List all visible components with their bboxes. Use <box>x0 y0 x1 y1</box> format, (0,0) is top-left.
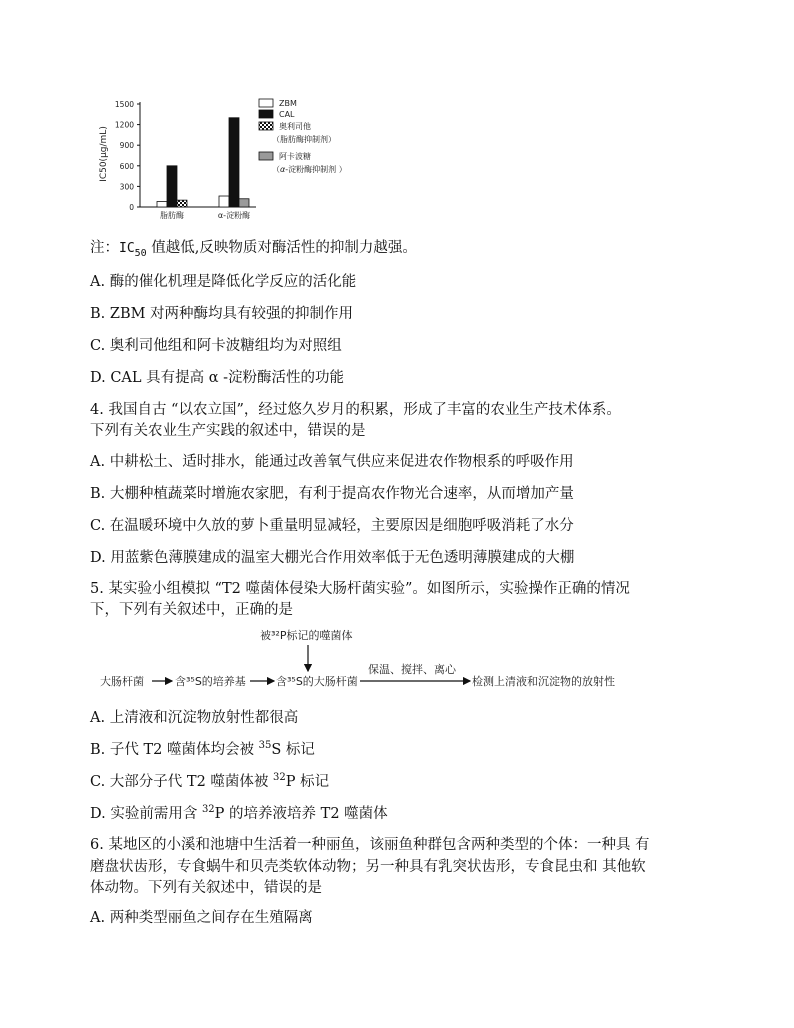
ic50-bar-chart <box>96 94 366 224</box>
q3-option-a: A. 酶的催化机理是降低化学反应的活化能 <box>90 274 357 290</box>
legend-label-cal: CAL <box>279 110 295 119</box>
q5-stem-line1: 5. 某实验小组模拟 “T2 噬菌体侵染大肠杆菌实验”。如图所示，实验操作正确的情况 <box>90 581 630 597</box>
x-category-label: α-淀粉酶 <box>217 211 251 220</box>
flow-operation-label: 保温、搅拌、离心 <box>368 663 456 676</box>
q4-option-a: A. 中耕松土、适时排水，能通过改善氧气供应来促进农作物根系的呼吸作用 <box>90 454 574 470</box>
bar-1-2 <box>239 199 249 207</box>
q4-option-b: B. 大棚种植蔬菜时增施农家肥，有利于提高农作物光合速率，从而增加产量 <box>90 486 574 502</box>
bar-1-0 <box>219 196 229 207</box>
q4-option-d: D. 用蓝紫色薄膜建成的温室大棚光合作用效率低于无色透明薄膜建成的大棚 <box>90 550 575 566</box>
bar-0-0 <box>157 202 167 207</box>
flow-step-labeled-ecoli: 含³⁵S的大肠杆菌 <box>276 675 358 688</box>
y-axis-label: IC50(μg/mL) <box>99 126 109 182</box>
legend-swatch-cal <box>259 110 273 118</box>
bar-0-2 <box>177 200 187 207</box>
flow-step-medium: 含³⁵S的培养基 <box>175 675 246 688</box>
flow-step-detect: 检测上清液和沉淀物的放射性 <box>472 675 615 688</box>
q5-option-b: B. 子代 T2 噬菌体均会被 $^{35}$S 标记 <box>90 740 315 758</box>
legend-swatch-acarbose <box>259 152 273 160</box>
legend-swatch-zbm <box>259 99 273 107</box>
bar-0-1 <box>167 166 177 207</box>
bar-1-1 <box>229 118 239 207</box>
experiment-flow-diagram <box>90 627 650 693</box>
q4-stem-line2: 下列有关农业生产实践的叙述中，错误的是 <box>90 423 366 439</box>
legend-swatch-orlistat <box>259 122 273 130</box>
chart-legend <box>259 99 347 174</box>
chart-note: 注：$IC_{50}$ 值越低,反映物质对酶活性的抑制力越强。 <box>90 240 417 259</box>
q5-option-d: D. 实验前需用含 $^{32}$P 的培养液培养 T2 噬菌体 <box>90 804 388 822</box>
legend-note-orlistat: （脂肪酶抑制剂） <box>272 135 336 144</box>
q5-option-c: C. 大部分子代 T2 噬菌体被 $^{32}$P 标记 <box>90 772 330 790</box>
x-category-label: 脂肪酶 <box>160 211 184 220</box>
q3-option-c: C. 奥利司他组和阿卡波糖组均为对照组 <box>90 338 342 354</box>
legend-label-zbm: ZBM <box>279 99 297 108</box>
legend-note-acarbose: （α-淀粉酶抑制剂 ） <box>272 165 347 174</box>
q3-option-d: D. CAL 具有提高 α -淀粉酶活性的功能 <box>90 370 345 386</box>
q6-stem-line2: 磨盘状齿形，专食蜗牛和贝壳类软体动物；另一种具有乳突状齿形，专食昆虫和 其他软 <box>90 859 646 875</box>
y-tick-label: 900 <box>119 141 134 151</box>
y-tick-label: 1500 <box>114 100 134 109</box>
y-tick-label: 1200 <box>114 120 134 130</box>
chart-bars <box>157 118 249 207</box>
q6-stem-line1: 6. 某地区的小溪和池塘中生活着一种丽鱼，该丽鱼种群包含两种类型的个体：一种具 有 <box>90 837 650 853</box>
y-tick-label: 300 <box>119 182 134 192</box>
q4-stem-line1: 4. 我国自古 “以农立国”，经过悠久岁月的积累，形成了丰富的农业生产技术体系。 <box>90 402 621 418</box>
q5-option-a: A. 上清液和沉淀物放射性都很高 <box>90 710 299 726</box>
q4-option-c: C. 在温暖环境中久放的萝卜重量明显减轻，主要原因是细胞呼吸消耗了水分 <box>90 518 574 534</box>
q6-option-a: A. 两种类型丽鱼之间存在生殖隔离 <box>90 910 313 926</box>
flow-top-label: 被³²P标记的噬菌体 <box>260 629 353 642</box>
legend-label-orlistat: 奥利司他 <box>279 122 311 131</box>
q3-option-b: B. ZBM 对两种酶均具有较强的抑制作用 <box>90 306 354 322</box>
y-tick-label: 0 <box>129 203 134 212</box>
y-tick-label: 600 <box>119 161 134 171</box>
legend-label-acarbose: 阿卡波糖 <box>279 152 311 161</box>
flow-step-ecoli: 大肠杆菌 <box>100 675 144 688</box>
q5-stem-line2: 下，下列有关叙述中，正确的是 <box>90 602 293 618</box>
q6-stem-line3: 体动物。下列有关叙述中，错误的是 <box>90 880 322 896</box>
